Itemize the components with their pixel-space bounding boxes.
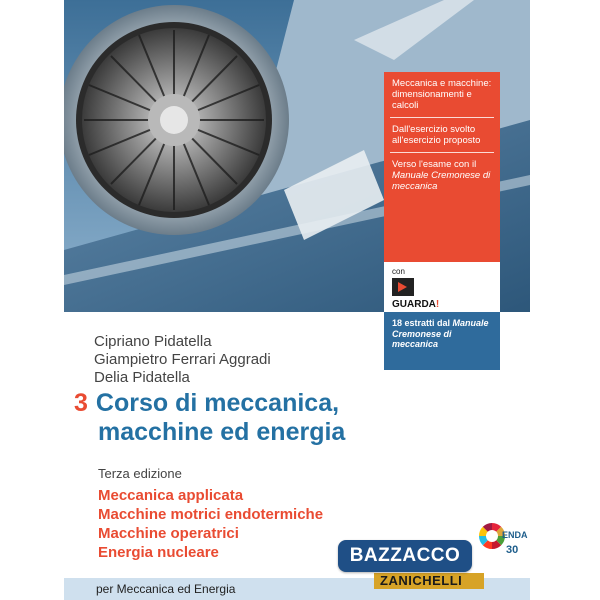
feature-esame: Verso l'esame con il Manuale Cremonese di meccanica (392, 159, 491, 192)
feature-panel (384, 72, 500, 262)
agenda-2030-badge (478, 522, 528, 566)
bazzacco-sticker: BAZZACCO (338, 540, 472, 572)
subject-list (98, 486, 323, 562)
feature-divider (390, 117, 494, 118)
guarda-con-label: con (392, 267, 405, 276)
volume-number: 3 (74, 389, 88, 417)
subject-item: Macchine operatrici (98, 525, 239, 542)
author-name: Delia Pidatella (94, 369, 190, 386)
guarda-badge (384, 262, 500, 312)
edition-label: Terza edizione (98, 466, 182, 481)
subject-item: Energia nucleare (98, 544, 219, 561)
guarda-label: GUARDA! (392, 299, 440, 310)
video-play-icon (392, 278, 414, 296)
author-list (94, 333, 271, 387)
book-title (74, 389, 345, 447)
book-cover (64, 0, 530, 600)
title-line-1: Corso di meccanica, (95, 389, 340, 417)
publisher-logo: ZANICHELLI (374, 573, 484, 589)
agenda-label: ENDA (502, 530, 528, 540)
title-line-2: macchine ed energia (98, 418, 346, 446)
feature-divider (390, 152, 494, 153)
subject-item: Macchine motrici endotermiche (98, 506, 324, 523)
author-name: Cipriano Pidatella (94, 333, 212, 350)
author-name: Giampietro Ferrari Aggradi (94, 351, 271, 368)
feature-esercizi: Dall'esercizio svolto all'esercizio proposto (392, 124, 481, 146)
feature-dimensionamenti: Meccanica e macchine: dimensionamenti e calcoli (392, 78, 492, 111)
audience-label: per Meccanica ed Energia (96, 582, 236, 596)
estratti-box: 18 estratti dal Manuale Cremonese di meccanica (384, 312, 500, 370)
subject-item: Meccanica applicata (98, 487, 244, 504)
agenda-year: 30 (506, 544, 519, 556)
